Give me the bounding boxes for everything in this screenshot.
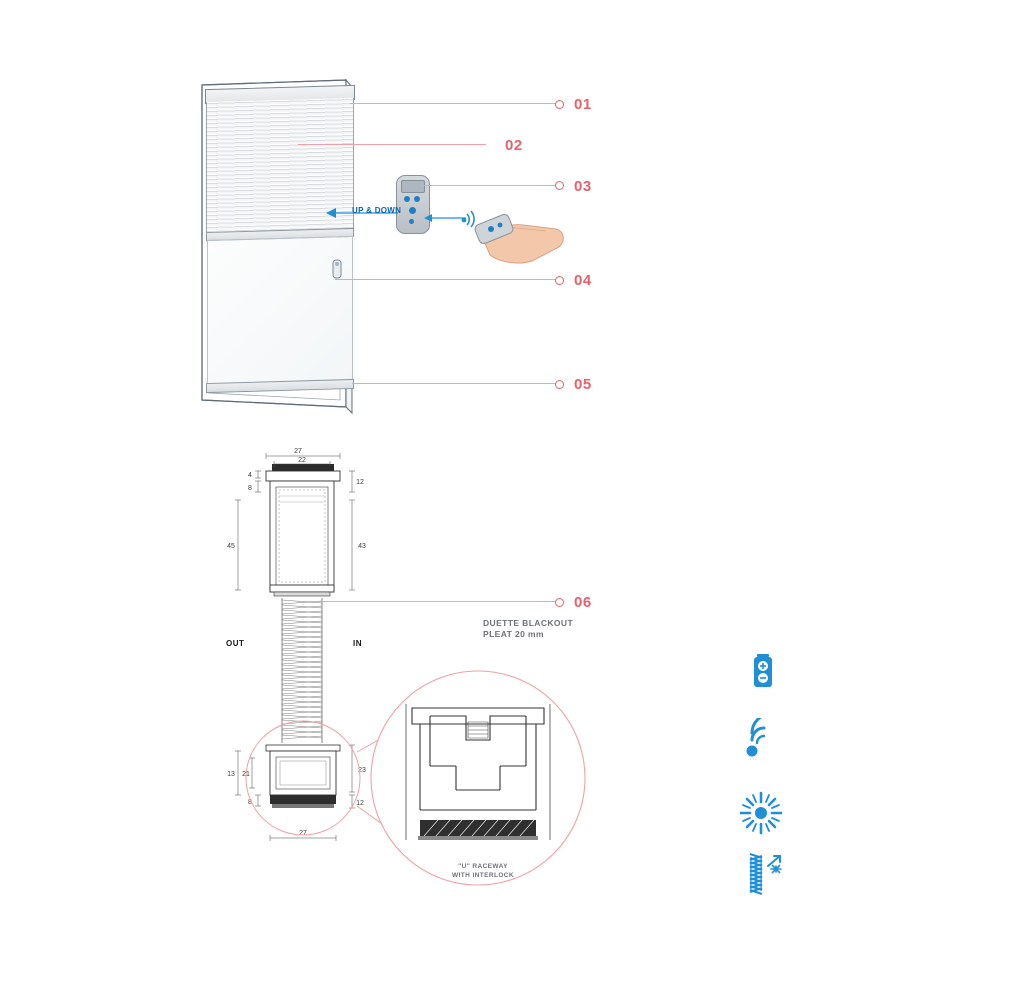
sun-icon bbox=[738, 790, 784, 836]
callout-dot-04 bbox=[555, 276, 564, 285]
svg-text:12: 12 bbox=[356, 479, 364, 486]
fabric-caption-line1: DUETTE BLACKOUT bbox=[483, 618, 574, 628]
callout-line-04 bbox=[335, 279, 555, 280]
battery-icon bbox=[740, 648, 786, 694]
detail-caption-line1: "U" RACEWAY bbox=[458, 863, 508, 870]
svg-text:27: 27 bbox=[299, 830, 307, 837]
svg-text:43: 43 bbox=[358, 543, 366, 550]
callout-dot-01 bbox=[555, 100, 564, 109]
svg-text:8: 8 bbox=[248, 799, 252, 806]
callout-label-04: 04 bbox=[574, 272, 592, 289]
wireless-signal-icon bbox=[740, 718, 786, 764]
svg-text:12: 12 bbox=[356, 800, 364, 807]
svg-text:23: 23 bbox=[358, 767, 366, 774]
svg-text:22: 22 bbox=[298, 457, 306, 464]
fabric-caption-line2: PLEAT 20 mm bbox=[483, 629, 544, 639]
pleat-insulation-icon bbox=[740, 852, 786, 898]
svg-text:13: 13 bbox=[227, 771, 235, 778]
callout-label-01: 01 bbox=[574, 96, 592, 113]
callout-dot-06 bbox=[555, 598, 564, 607]
svg-text:21: 21 bbox=[242, 771, 250, 778]
callout-line-05 bbox=[352, 383, 555, 384]
callout-label-02: 02 bbox=[505, 137, 523, 154]
callout-dot-03 bbox=[555, 181, 564, 190]
svg-text:8: 8 bbox=[248, 485, 252, 492]
remote-button-extra[interactable] bbox=[409, 219, 414, 224]
remote-button-stop[interactable] bbox=[414, 196, 420, 202]
callout-line-06 bbox=[297, 601, 555, 602]
up-down-label: UP & DOWN bbox=[352, 206, 402, 215]
signal-arrow-to-wall-remote bbox=[424, 210, 468, 226]
callout-line-02 bbox=[298, 144, 486, 145]
callout-dot-05 bbox=[555, 380, 564, 389]
callout-label-06: 06 bbox=[574, 594, 592, 611]
section-label-in: IN bbox=[353, 639, 362, 648]
remote-screen bbox=[401, 180, 425, 193]
remote-button-up[interactable] bbox=[404, 196, 410, 202]
svg-text:4: 4 bbox=[248, 472, 252, 479]
svg-text:45: 45 bbox=[227, 543, 235, 550]
callout-label-05: 05 bbox=[574, 376, 592, 393]
section-label-out: OUT bbox=[226, 639, 245, 648]
remote-button-down[interactable] bbox=[409, 207, 416, 214]
callout-line-03 bbox=[420, 185, 555, 186]
fabric-caption bbox=[483, 618, 573, 640]
callout-label-03: 03 bbox=[574, 178, 592, 195]
detail-caption-line2: WITH INTERLOCK bbox=[452, 872, 514, 879]
callout-line-01 bbox=[350, 103, 555, 104]
svg-text:27: 27 bbox=[294, 448, 302, 455]
blind-handle-icon bbox=[330, 258, 350, 284]
detail-caption bbox=[418, 862, 548, 880]
